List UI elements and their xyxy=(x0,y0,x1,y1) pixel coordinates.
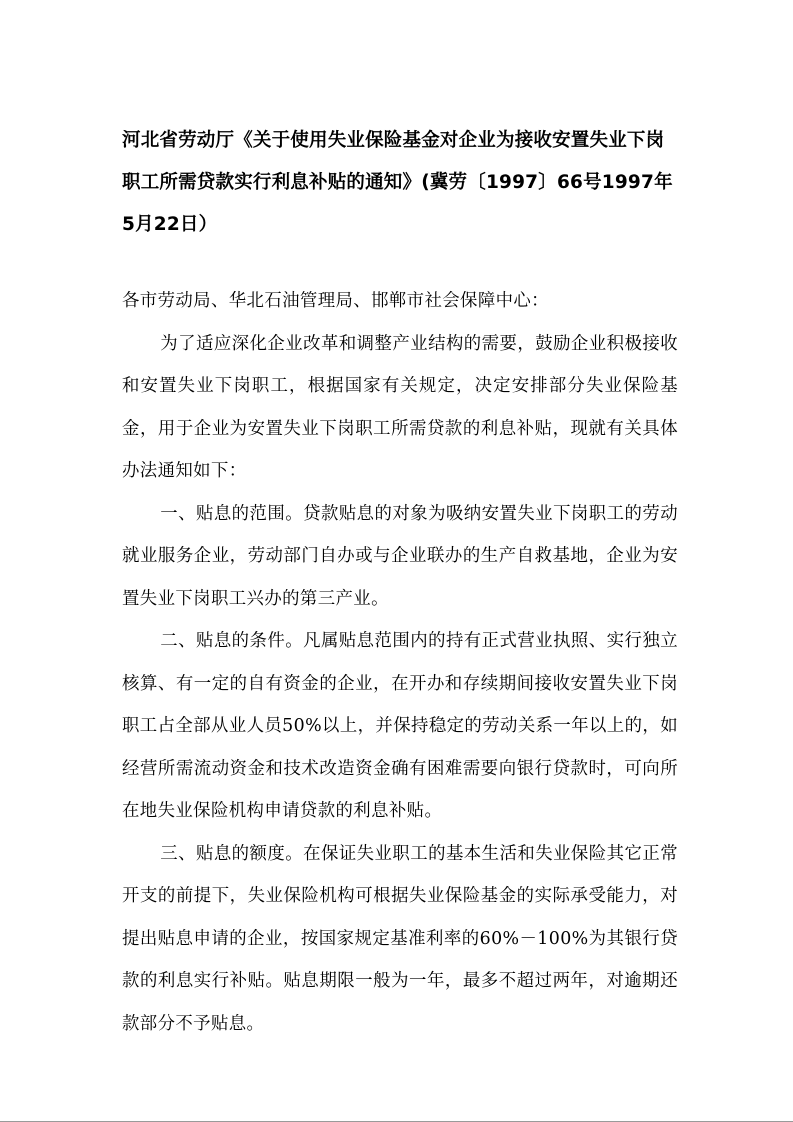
paragraph-intro: 为了适应深化企业改革和调整产业结构的需要，鼓励企业积极接收和安置失业下岗职工，根据国家有关规定，决定安排部分失业保险基金，用于企业为安置失业下岗职工所需贷款的利息补贴，现就有关具体办法通知如下： xyxy=(122,333,678,481)
paragraph-scope: 一、贴息的范围。贷款贴息的对象为吸纳安置失业下岗职工的劳动就业服务企业，劳动部门自办或与企业联办的生产自救基地，企业为安置失业下岗职工兴办的第三产业。 xyxy=(122,503,678,609)
salutation: 各市劳动局、华北石油管理局、邯郸市社会保障中心： xyxy=(122,291,549,311)
document-title: 河北省劳动厅《关于使用失业保险基金对企业为接收安置失业下岗职工所需贷款实行利息补贴的通知》(冀劳〔1997〕66号1997年5月22日） xyxy=(122,130,673,235)
paragraph-amount: 三、贴息的额度。在保证失业职工的基本生活和失业保险其它正常开支的前提下，失业保险机构可根据失业保险基金的实际承受能力，对提出贴息申请的企业，按国家规定基准利率的60%－100%为其银行贷款的利息实行补贴。贴息期限一般为一年，最多不超过两年，对逾期还款部分不予贴息。 xyxy=(122,843,678,1034)
document-body xyxy=(122,280,678,1045)
paragraph-conditions: 二、贴息的条件。凡属贴息范围内的持有正式营业执照、实行独立核算、有一定的自有资金的企业，在开办和存续期间接收安置失业下岗职工占全部从业人员50%以上，并保持稳定的劳动关系一年以上的，如经营所需流动资金和技术改造资金确有困难需要向银行贷款时，可向所在地失业保险机构申请贷款的利息补贴。 xyxy=(122,631,678,821)
